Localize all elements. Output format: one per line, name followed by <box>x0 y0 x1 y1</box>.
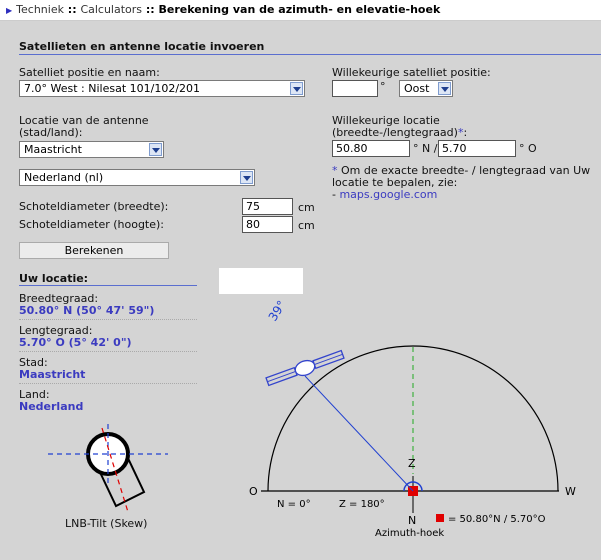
chevron-down-icon[interactable] <box>240 171 253 184</box>
antenna-location-label: Locatie van de antenne <box>19 114 149 127</box>
breadcrumb-separator: :: <box>63 3 81 16</box>
direction-select-value: Oost <box>404 82 430 95</box>
arbitrary-satellite-degree-input[interactable] <box>332 80 378 97</box>
asterisk-marker: * <box>457 126 464 139</box>
breadcrumb-separator-2: :: <box>142 3 159 16</box>
dish-height-input[interactable]: 80 <box>242 216 293 233</box>
separator <box>19 383 197 384</box>
latitude-value: 50.80° N (50° 47' 59") <box>19 304 155 317</box>
antenna-location-label-2: (stad/land): <box>19 126 83 139</box>
note-text: * Om de exacte breedte- / lengtegraad van Uw <box>332 164 591 177</box>
dish-height-label: Schoteldiameter (hoogte): <box>19 218 165 231</box>
latitude-unit: ° N / <box>413 142 438 155</box>
breadcrumb-arrow-icon: ▶ <box>6 6 13 15</box>
direction-select[interactable] <box>399 80 453 97</box>
chevron-down-icon[interactable] <box>149 143 162 156</box>
page-title: Berekening van de azimuth- en elevatie-hoek <box>158 3 441 16</box>
arbitrary-location-label: Willekeurige locatie <box>332 114 440 127</box>
lnb-tilt-diagram <box>40 420 180 520</box>
country-select[interactable] <box>19 169 255 186</box>
azimuth-elevation-diagram <box>205 262 601 560</box>
label-north: N <box>408 514 417 527</box>
longitude-input[interactable]: 5.70 <box>438 140 516 157</box>
section-divider <box>19 54 601 55</box>
calculate-button[interactable]: Berekenen <box>19 242 169 259</box>
south-180-label: Z = 180° <box>339 499 385 510</box>
breadcrumb-link-calculators[interactable]: Calculators <box>80 3 143 16</box>
country-select-value: Nederland (nl) <box>24 171 104 184</box>
arbitrary-satellite-label: Willekeurige satelliet positie: <box>332 66 491 79</box>
label-zenith: Z <box>408 457 416 470</box>
dish-width-label: Schoteldiameter (breedte): <box>19 200 169 213</box>
country-value: Nederland <box>19 400 84 413</box>
city-select-value: Maastricht <box>24 143 82 156</box>
separator <box>19 319 197 320</box>
north-zero-label: N = 0° <box>277 499 311 510</box>
label-west: W <box>565 485 576 498</box>
dish-width-unit: cm <box>298 201 315 214</box>
your-location-title: Uw locatie: <box>19 272 89 285</box>
latitude-input[interactable]: 50.80 <box>332 140 410 157</box>
country-label: Land: <box>19 388 50 401</box>
elevation-angle-label: 39° <box>265 298 289 324</box>
separator <box>19 351 197 352</box>
city-label: Stad: <box>19 356 48 369</box>
chevron-down-icon[interactable] <box>290 82 303 95</box>
satellite-select-value: 7.0° West : Nilesat 101/102/201 <box>24 82 201 95</box>
lnb-tilt-caption: LNB-Tilt (Skew) <box>65 517 148 530</box>
section-title: Satellieten en antenne locatie invoeren <box>19 40 265 53</box>
your-location-divider <box>19 285 197 286</box>
info-box <box>219 268 303 294</box>
note-text-2: locatie te bepalen, zie: <box>332 176 458 189</box>
breadcrumb <box>0 0 601 21</box>
latitude-label: Breedtegraad: <box>19 292 99 305</box>
elevation-ray <box>305 376 413 491</box>
legend-marker <box>436 514 444 522</box>
maps-link-row: - maps.google.com <box>332 188 438 201</box>
label-east: O <box>249 485 258 498</box>
satellite-icon <box>265 348 345 389</box>
breadcrumb-link-techniek[interactable]: Techniek <box>16 3 64 16</box>
satellite-select[interactable] <box>19 80 305 97</box>
maps-link[interactable]: maps.google.com <box>339 188 438 201</box>
satellite-label: Satelliet positie en naam: <box>19 66 160 79</box>
dish-height-unit: cm <box>298 219 315 232</box>
dish-width-input[interactable]: 75 <box>242 198 293 215</box>
degree-unit: ° <box>380 80 386 93</box>
city-value: Maastricht <box>19 368 86 381</box>
chevron-down-icon[interactable] <box>438 82 451 95</box>
legend-text: = 50.80°N / 5.70°O <box>448 514 546 525</box>
longitude-value: 5.70° O (5° 42' 0") <box>19 336 132 349</box>
arbitrary-location-label-2: (breedte-/lengtegraad)*: <box>332 126 468 139</box>
longitude-label: Lengtegraad: <box>19 324 93 337</box>
azimuth-caption: Azimuth-hoek <box>375 528 445 539</box>
longitude-unit: ° O <box>519 142 537 155</box>
city-select[interactable] <box>19 141 164 158</box>
